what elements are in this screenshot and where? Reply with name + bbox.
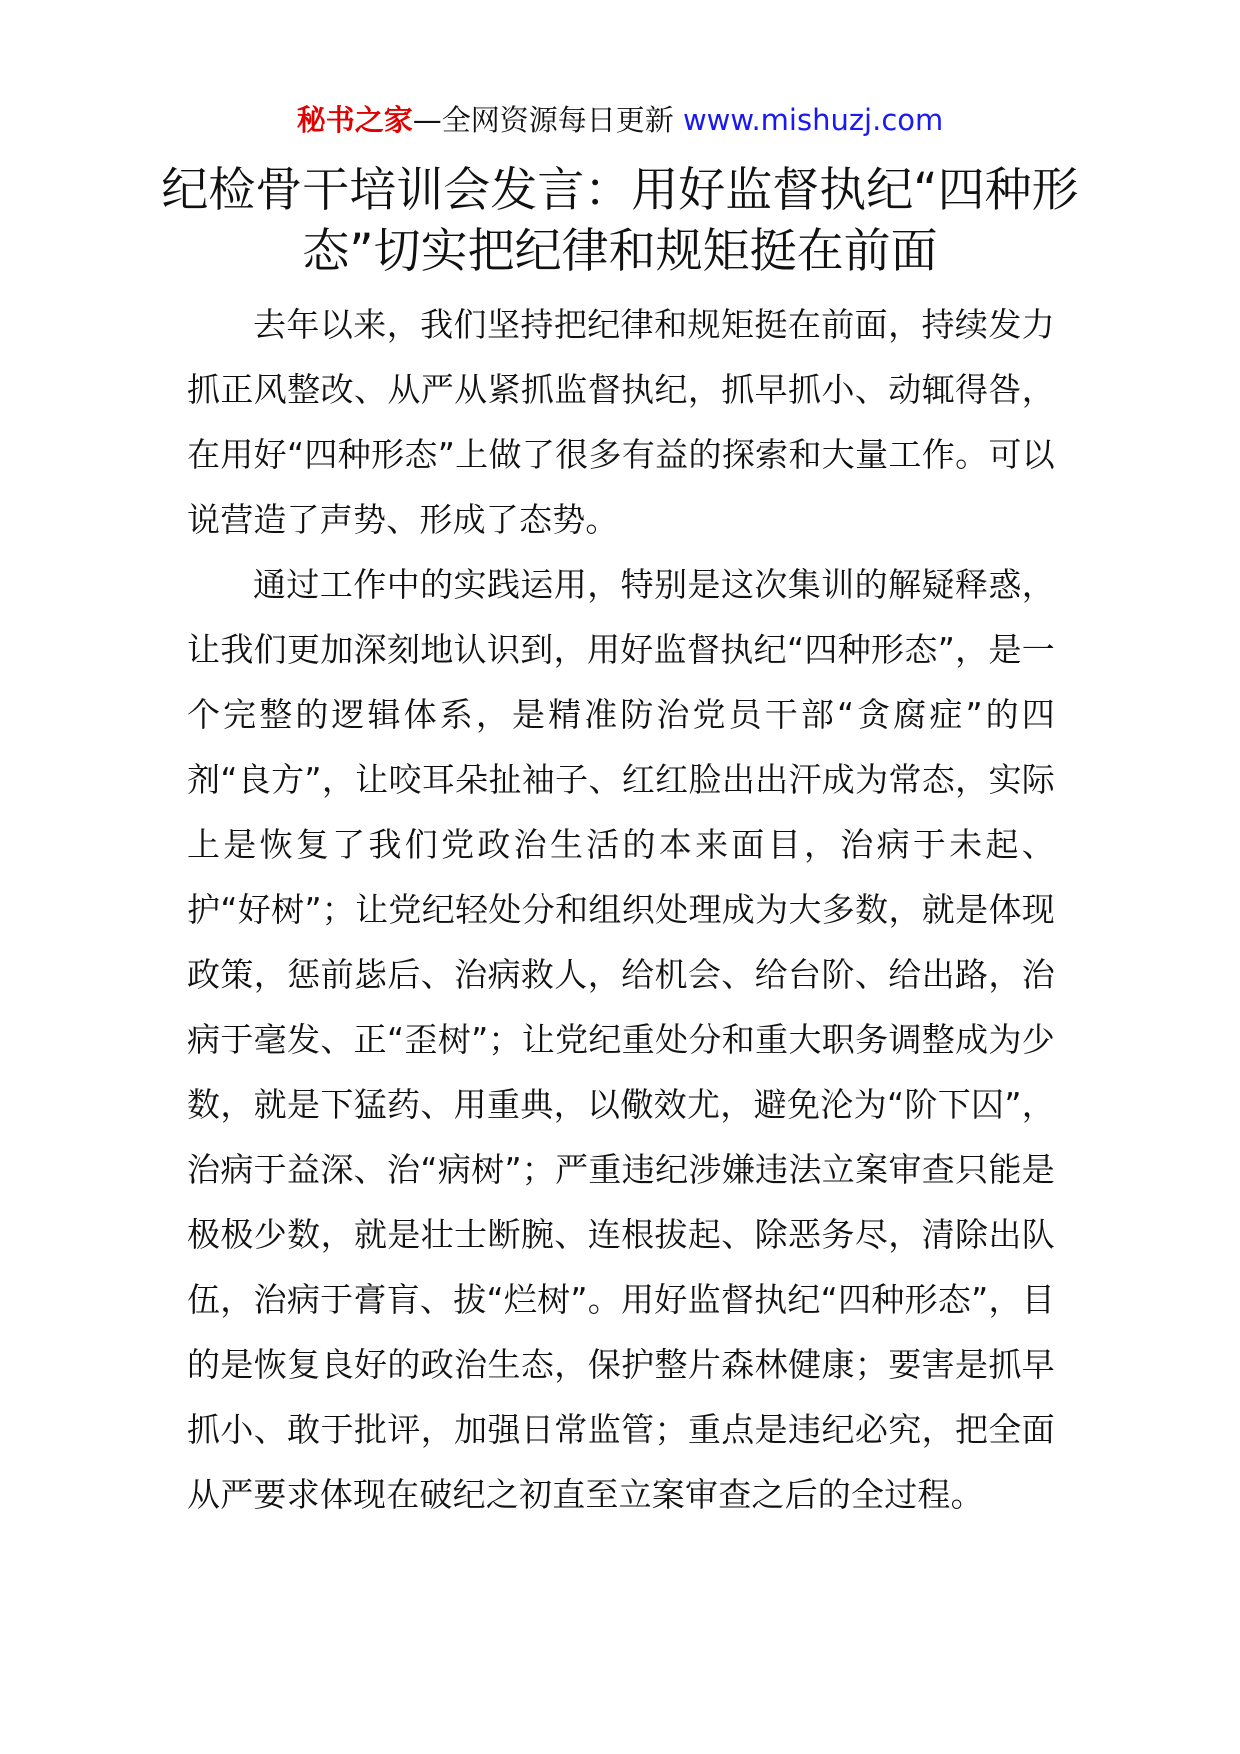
site-header: [0, 100, 1240, 140]
site-url-link[interactable]: www.mishuzj.com: [682, 103, 944, 137]
document-body: [187, 292, 1055, 1527]
brand-name: 秘书之家: [296, 103, 413, 137]
paragraph: 通过工作中的实践运用，特别是这次集训的解疑释惑，让我们更加深刻地认识到，用好监督执纪“四种形态”，是一个完整的逻辑体系，是精准防治党员干部“贪腐症”的四剂“良方”，让咬耳朵扯袖子、红红脸出出汗成为常态，实际上是恢复了我们党政治生活的本来面目，治病于未起、护“好树”；让党纪轻处分和组织处理成为大多数，就是体现政策，惩前毖后、治病救人，给机会、给台阶、给出路，治病于毫发、正“歪树”；让党纪重处分和重大职务调整成为少数，就是下猛药、用重典，以儆效尤，避免沦为“阶下囚”，治病于益深、治“病树”；严重违纪涉嫌违法立案审查只能是极极少数，就是壮士断腕、连根拔起、除恶务尽，清除出队伍，治病于膏肓、拔“烂树”。用好监督执纪“四种形态”，目的是恢复良好的政治生态，保护整片森林健康；要害是抓早抓小、敢于批评，加强日常监管；重点是违纪必究，把全面从严要求体现在破纪之初直至立案审查之后的全过程。: [187, 565, 1055, 1514]
document-title: 纪检骨干培训会发言：用好监督执纪“四种形态”切实把纪律和规矩挺在前面: [161, 163, 1079, 279]
header-tagline: —全网资源每日更新: [412, 103, 674, 137]
paragraph: 去年以来，我们坚持把纪律和规矩挺在前面，持续发力抓正风整改、从严从紧抓监督执纪，抓早抓小、动辄得咎，在用好“四种形态”上做了很多有益的探索和大量工作。可以说营造了声势、形成了态势。: [187, 305, 1055, 539]
